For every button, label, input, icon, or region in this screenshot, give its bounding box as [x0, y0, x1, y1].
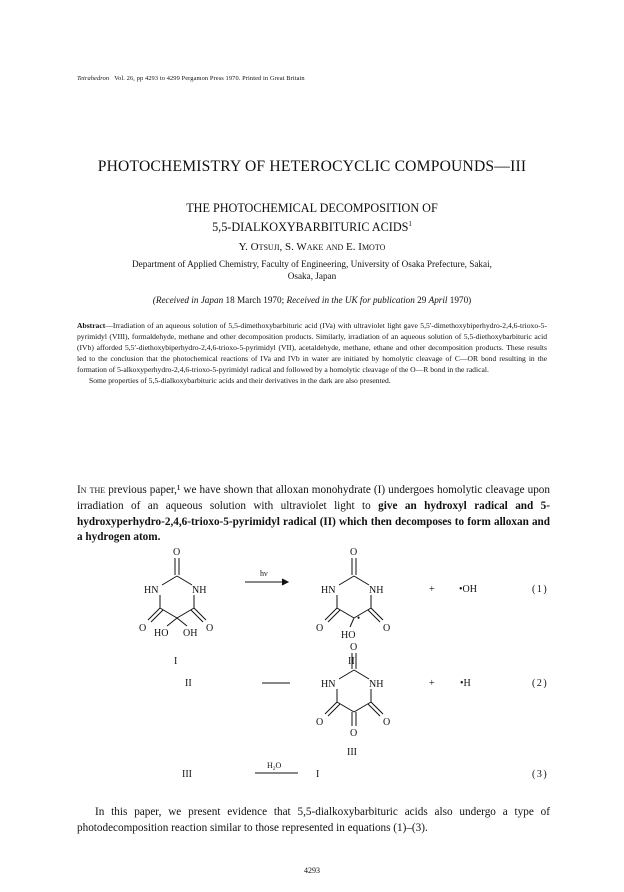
abstract-label: Abstract: [77, 321, 106, 330]
plus-sign: +: [429, 678, 435, 689]
journal-details: Vol. 26, pp 4293 to 4299 Pergamon Press 1970. Printed in Great Britain: [114, 75, 305, 82]
atom-label: HN: [144, 585, 159, 596]
intro-bold-text: give an hydroxyl radical and 5-hydroxyperhydro-2,4,6-trioxo-5-pyrimidyl radical (II) which then decomposes to form alloxan and a hydrogen atom.: [77, 499, 550, 544]
atom-label: O: [316, 717, 324, 728]
equation-number-2: (2): [532, 678, 549, 689]
intro-lead: In the: [77, 484, 106, 496]
received-uk-day: 29: [414, 295, 429, 305]
atom-label: OH: [183, 628, 198, 639]
authors: Y. Otsuji, S. Wake and E. Imoto: [238, 241, 386, 253]
page-number: 4293: [304, 866, 320, 875]
atom-label: O: [173, 547, 181, 558]
abstract-paragraph-2: Some properties of 5,5-dialkoxybarbituric acids and their derivatives in the dark are also presented.: [89, 376, 391, 386]
equation-number-1: (1): [532, 584, 549, 595]
condition-hv: hν: [260, 569, 268, 578]
atom-label: O: [383, 623, 391, 634]
abstract: [77, 320, 547, 387]
atom-label: HO: [341, 630, 356, 641]
reaction-scheme: [0, 540, 624, 790]
atom-label: HN: [321, 585, 336, 596]
condition-water: [267, 761, 282, 772]
atom-label: HO: [154, 628, 169, 639]
subtitle-line-1: THE PHOTOCHEMICAL DECOMPOSITION OF: [186, 201, 438, 215]
affiliation-line-2: Osaka, Japan: [287, 271, 337, 281]
received-dates: [0, 295, 624, 305]
affiliation-line-1: Department of Applied Chemistry, Faculty of Engineering, University of Osaka Prefecture, Sakai,: [132, 259, 492, 269]
compound-label-II: II: [185, 678, 192, 689]
hydroxyl-radical: •OH: [459, 584, 477, 595]
atom-label: HN: [321, 679, 336, 690]
hydrogen-atom: •H: [460, 678, 471, 689]
compound-label-I: I: [174, 656, 178, 667]
closing-paragraph: [77, 805, 550, 837]
compound-label-III: III: [347, 747, 357, 758]
atom-label: NH: [369, 679, 384, 690]
affiliation: [70, 258, 554, 282]
atom-label: O: [316, 623, 324, 634]
received-uk-label: Received in the UK for publication: [286, 295, 415, 305]
atom-label: O: [383, 717, 391, 728]
received-uk-year: 1970): [447, 295, 472, 305]
received-japan-label: (Received in Japan: [152, 295, 224, 305]
abstract-paragraph: [77, 320, 547, 375]
atom-label: O: [350, 547, 358, 558]
subtitle-line-2: [0, 216, 624, 235]
compound-label-III: III: [182, 769, 192, 780]
journal-name: Tetrahedron: [77, 75, 110, 82]
atom-label: O: [206, 623, 214, 634]
water-subscript: 2: [272, 766, 276, 772]
paper-title: PHOTOCHEMISTRY OF HETEROCYCLIC COMPOUNDS—III: [97, 158, 527, 175]
subtitle-line-2-text: 5,5-DIALKOXYBARBITURIC ACIDS: [212, 220, 409, 235]
footnote-mark: 1: [408, 220, 412, 228]
plus-sign: +: [429, 584, 435, 595]
compound-label-II: II: [348, 656, 355, 667]
water-h: H: [267, 761, 273, 770]
atom-label: O: [350, 728, 358, 739]
compound-label-I: I: [316, 769, 320, 780]
closing-text: In this paper, we present evidence that 5,5-dialkoxybarbituric acids also undergo a type of photodecomposition reaction similar to those represented in equations (1)–(3).: [77, 806, 550, 834]
received-japan-date: 18 March 1970;: [223, 295, 287, 305]
atom-label: O: [350, 642, 358, 653]
radical-dot: •: [357, 613, 361, 623]
water-o: O: [275, 761, 282, 770]
atom-label: NH: [192, 585, 207, 596]
atom-label: NH: [369, 585, 384, 596]
equation-number-3: (3): [532, 769, 549, 780]
atom-label: O: [139, 623, 147, 634]
intro-text: previous paper,¹ we have shown that alloxan monohydrate (I) undergoes homolytic cleavage upon irradiation of an aqueous solution with ultraviolet light to: [77, 484, 550, 512]
intro-paragraph: [77, 483, 550, 546]
received-uk-month: April: [428, 295, 448, 305]
abstract-text: —Irradiation of an aqueous solution of 5,5-dimethoxybarbituric acid (IVa) with ultraviolet light gave 5,5′-dimethoxybiperhydro-2,4,6-trioxo-5-pyrimidyl (VIII), formaldehyde, methane and other decomposition products. Similarly, irradiation of an aqueous solution of 5,5-diethoxybarbituric acid (IVb) afforded 5,5′-diethoxybiperhydro-2,4,6-trioxo-5-pyrimidyl (VII), acetaldehyde, methane, ethane and other decomposition products. These results led to the conclusion that the photochemical reactions of IVa and IVb in water are initiated by homolytic cleavage of C—OR bond resulting in the formation of 5-alkoxyperhydro-2,4,6-trioxo-5-pyrimidyl radical and followed by a homolytic cleavage of the O—R bond in the radical.: [77, 321, 547, 375]
running-header: [77, 75, 305, 82]
